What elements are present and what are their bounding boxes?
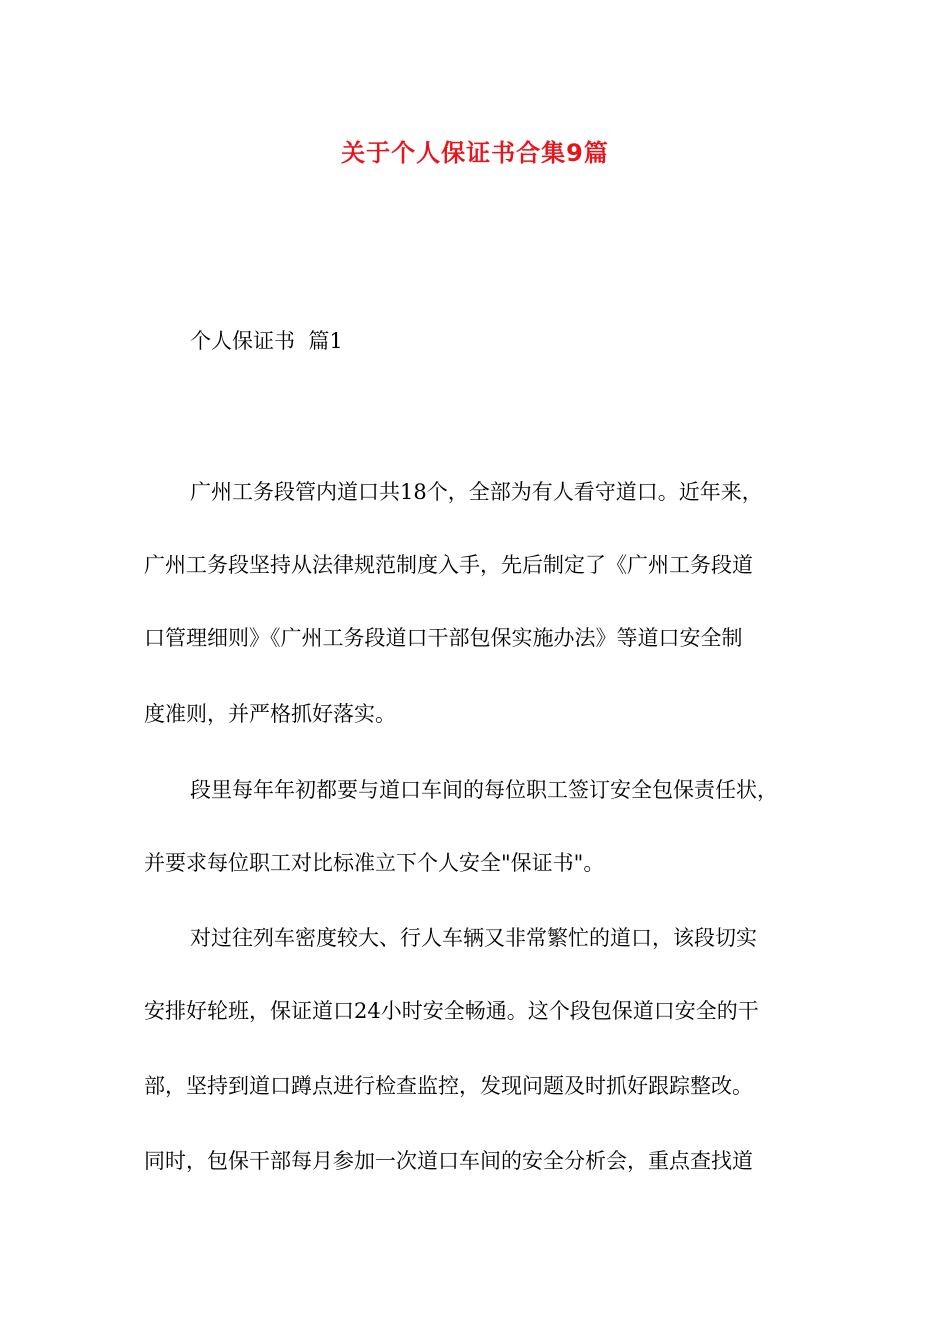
document-title: 关于个人保证书合集9篇 (341, 139, 609, 167)
paragraph-line: 并要求每位职工对比标准立下个人安全"保证书"。 (144, 851, 605, 875)
paragraph-line: 部，坚持到道口蹲点进行检查监控，发现问题及时抓好跟踪整改。 (144, 1074, 753, 1098)
paragraph-line: 广州工务段坚持从法律规范制度入手，先后制定了《广州工务段道 (144, 553, 753, 577)
paragraph-line: 段里每年年初都要与道口车间的每位职工签订安全包保责任状， (190, 778, 778, 802)
paragraph-line: 安排好轮班，保证道口24小时安全畅通。这个段包保道口安全的干 (144, 999, 759, 1023)
paragraph-line: 度准则，并严格抓好落实。 (144, 702, 396, 726)
section-heading: 个人保证书 篇1 (190, 329, 343, 353)
paragraph-line: 对过往列车密度较大、行人车辆又非常繁忙的道口，该段切实 (190, 926, 757, 950)
paragraph-line: 广州工务段管内道口共18个，全部为有人看守道口。近年来， (190, 480, 763, 504)
paragraph-line: 同时，包保干部每月参加一次道口车间的安全分析会，重点查找道 (144, 1149, 753, 1173)
paragraph-line: 口管理细则》《广州工务段道口干部包保实施办法》等道口安全制 (144, 626, 743, 650)
